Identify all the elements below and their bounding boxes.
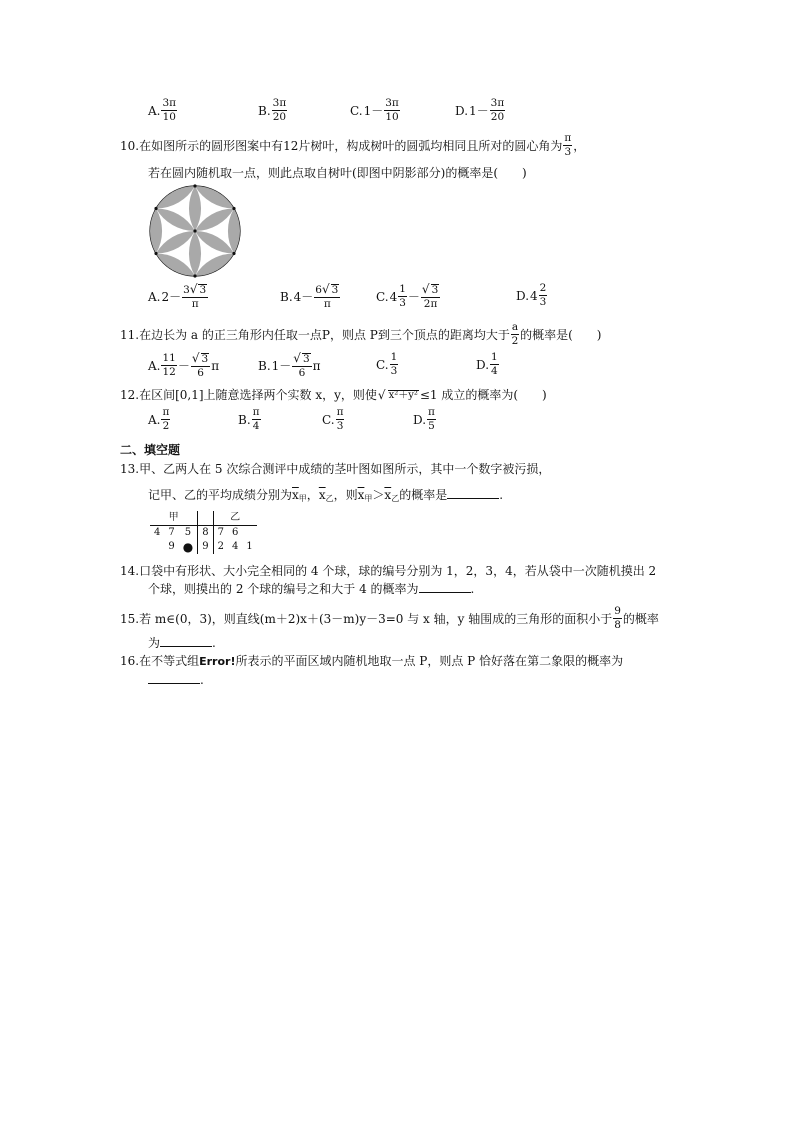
q11-option-a: A. $\frac{11}{12}$ － $\frac{√ 3}{6}$ π — [148, 351, 220, 380]
q15-stem-line1: 15.若 m∈(0，3)，则直线(m＋2)x＋(3－m)y－3=0 与 x 轴，y 轴围成的三角形的面积小于 $\frac{9}{8}$ 的概率 — [120, 605, 659, 632]
q11-option-d: D. $\frac{1}{4}$ — [476, 351, 498, 378]
q10-option-a: A. 2－ $\frac{3√ 3}{\pi}$ — [148, 282, 207, 311]
leaf: 4 — [231, 541, 239, 552]
q9-option-d: D. 1－ $\frac{3\pi}{20}$ — [455, 97, 505, 124]
answer-blank — [419, 582, 471, 593]
leaf: 1 — [246, 541, 253, 552]
vertex-dot — [193, 184, 196, 187]
smudged-digit: ● — [182, 540, 194, 554]
q12-option-c: C. $\frac{\pi}{3}$ — [322, 406, 344, 433]
q11-stem: 11.在边长为 a 的正三角形内任取一点P，则点 P到三个顶点的距离均大于 $\frac{a}{2}$ 的概率是( ) — [120, 321, 602, 348]
q9-option-b: B. $\frac{3\pi}{20}$ — [258, 97, 287, 124]
q14-stem-line1: 14.口袋中有形状、大小完全相同的 4 个球，球的编号分别为 1，2，3，4，若从袋中一次随机摸出 2 — [120, 564, 657, 578]
leaf: 6 — [231, 527, 239, 538]
leaf: 5 — [184, 527, 192, 538]
q9-option-c: C. 1－ $\frac{3\pi}{10}$ — [350, 97, 399, 124]
vertex-dot — [154, 252, 157, 255]
q16-stem-line1: 16.在不等式组Error!所表示的平面区域内随机地取一点 P，则点 P 恰好落在第二象限的概率为 — [120, 654, 624, 668]
q10-stem-line2: 若在圆内随机取一点，则此点取自树叶(即图中阴影部分)的概率是( ) — [148, 166, 527, 180]
q12-option-d: D. $\frac{\pi}{5}$ — [413, 406, 435, 433]
vertex-dot — [154, 207, 157, 210]
answer-blank — [447, 488, 499, 499]
error-field: Error! — [199, 655, 236, 668]
vertex-dot — [193, 229, 196, 232]
q12-option-b: B. $\frac{\pi}{4}$ — [238, 406, 260, 433]
q12-stem: 12.在区间[0,1]上随意选择两个实数 x，y，则使 √ x²＋y² ≤1 成立的概率为( ) — [120, 388, 547, 402]
leaf: 2 — [217, 541, 224, 552]
q14-stem-line2: 个球，则摸出的 2 个球的编号之和大于 4 的概率为 . — [148, 582, 475, 596]
q10-stem-line1: 10.在如图所示的圆形图案中有12片树叶，构成树叶的圆弧均相同且所对的圆心角为 $\frac{\pi}{3}$ ， — [120, 132, 586, 159]
stem: 9 — [198, 540, 213, 554]
q13-stem-line2: 记甲、乙的平均成绩分别为$\overline{x}_甲$，$\overline{x}_乙$，则$\overline{x}_甲>\overline{x}_乙$的概率是 . — [148, 488, 504, 503]
leaf-circle-figure — [148, 184, 242, 278]
leaf: 9 — [168, 541, 175, 552]
vertex-dot — [232, 252, 235, 255]
q10-option-c: C. 4 $\frac{1}{3}$ － $\frac{√ 3}{2\pi}$ — [376, 282, 439, 311]
leaf: 7 — [217, 527, 224, 538]
stem: 8 — [198, 526, 213, 541]
stem-header-right: 乙 — [213, 511, 257, 526]
section-heading: 二、填空题 — [120, 443, 181, 457]
q16-stem-line2: . — [148, 673, 204, 686]
answer-blank — [148, 673, 200, 684]
q13-stem-line1: 13.甲、乙两人在 5 次综合测评中成绩的茎叶图如图所示，其中一个数字被污损， — [120, 462, 551, 476]
q10-option-d: D. 4 $\frac{2}{3}$ — [516, 282, 547, 309]
vertex-dot — [232, 207, 235, 210]
leaf: 7 — [168, 527, 175, 538]
stem-header-left: 甲 — [150, 511, 198, 526]
q15-stem-line2: 为 . — [148, 636, 216, 650]
q11-option-b: B. 1－ $\frac{√ 3}{6}$ π — [258, 351, 321, 380]
q10-option-b: B. 4－ $\frac{6√ 3}{\pi}$ — [280, 282, 339, 311]
vertex-dot — [193, 274, 196, 277]
stem-leaf-plot — [150, 511, 257, 554]
answer-blank — [160, 636, 212, 647]
leaf: 4 — [154, 527, 161, 538]
q11-option-c: C. $\frac{1}{3}$ — [376, 351, 398, 378]
q9-option-a: A. $\frac{3\pi}{10}$ — [148, 97, 177, 124]
q12-option-a: A. $\frac{\pi}{2}$ — [148, 406, 170, 433]
